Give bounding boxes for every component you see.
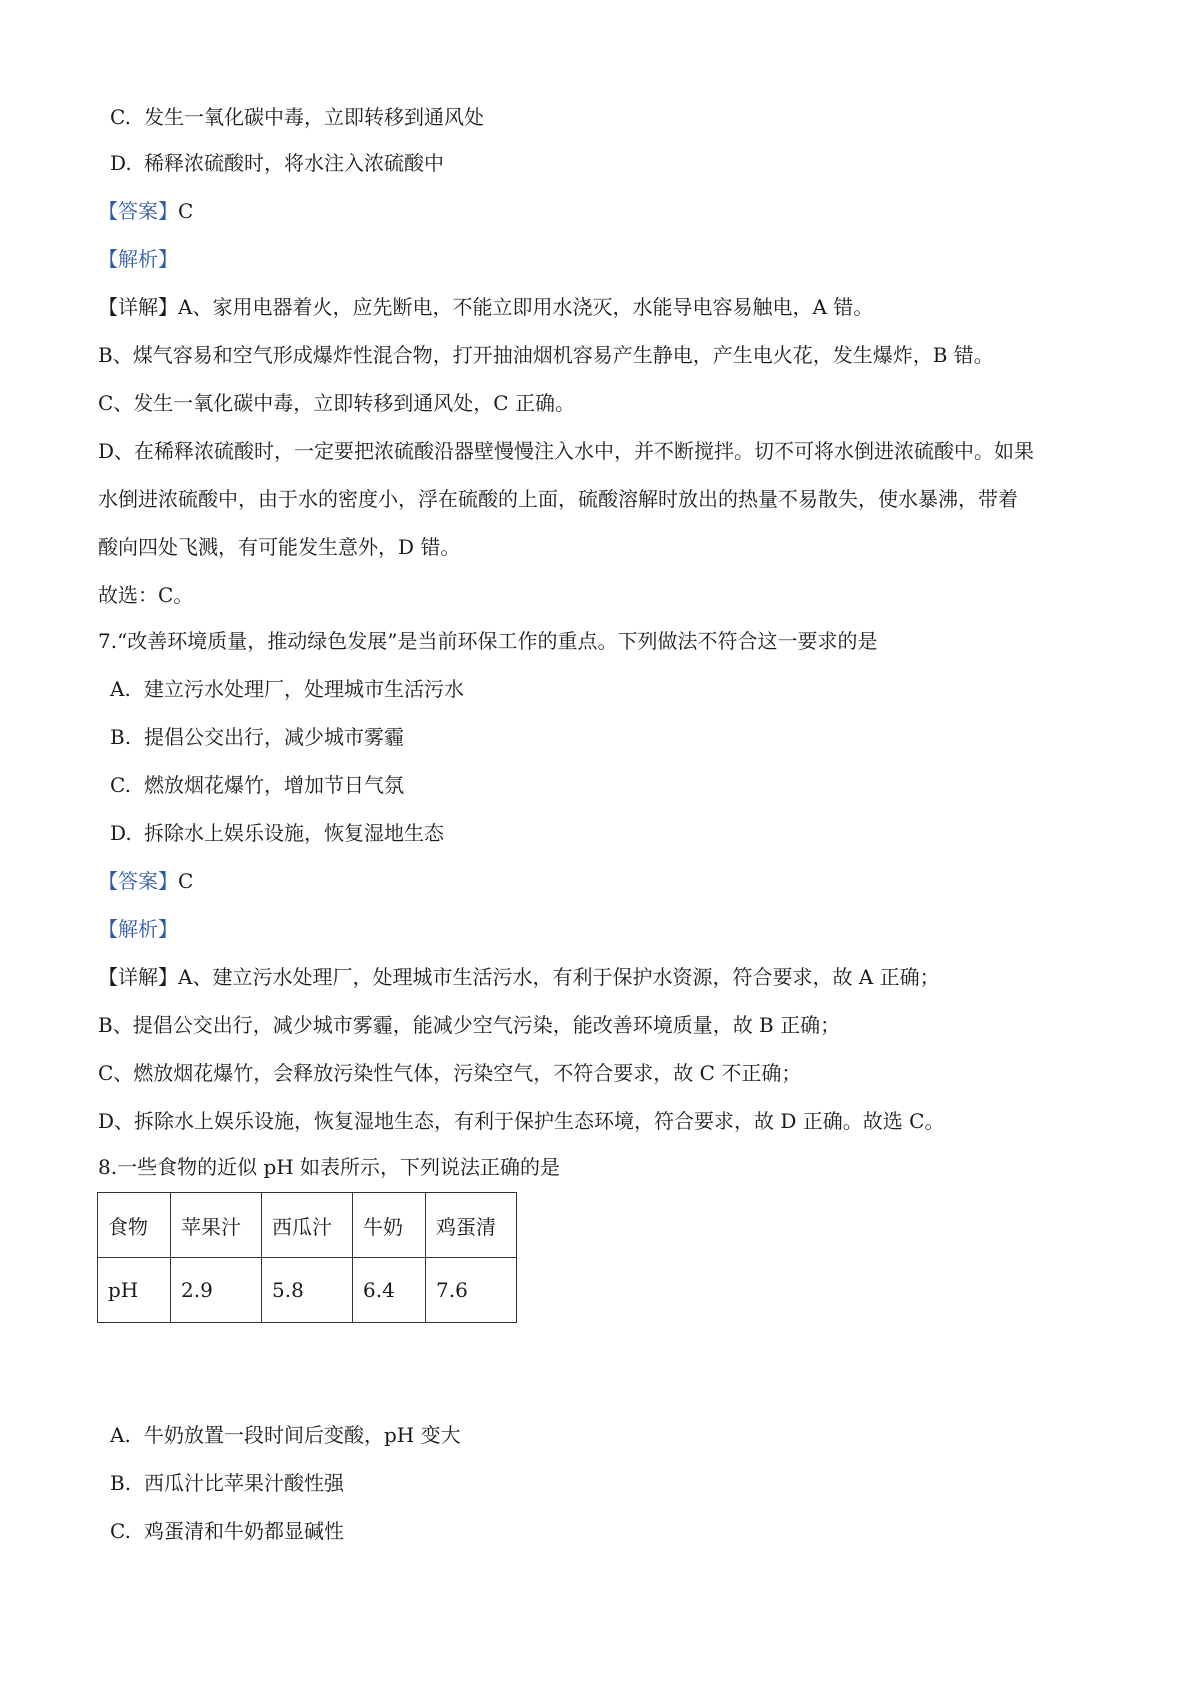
q6-detail-line-3: C、发生一氧化碳中毒，立即转移到通风处，C 正确。 xyxy=(98,391,575,415)
option-label: C. xyxy=(110,773,131,797)
option-label: D. xyxy=(110,151,132,175)
analysis-tag: 【解析】 xyxy=(98,917,178,941)
q6-detail-line-2: B、煤气容易和空气形成爆炸性混合物，打开抽油烟机容易产生静电，产生电火花，发生爆炸，B 错。 xyxy=(98,343,994,367)
q7-option-c xyxy=(110,771,404,799)
q6-answer xyxy=(98,197,193,225)
table-cell: pH xyxy=(98,1258,171,1323)
table-cell: 食物 xyxy=(98,1193,171,1258)
q7-answer xyxy=(98,867,193,895)
option-label: C. xyxy=(110,105,131,129)
answer-tag: 【答案】 xyxy=(98,199,178,223)
q7-analysis-tag xyxy=(98,915,178,943)
q6-analysis-tag xyxy=(98,245,178,273)
option-text: 拆除水上娱乐设施，恢复湿地生态 xyxy=(144,821,444,845)
table-cell: 5.8 xyxy=(262,1258,353,1323)
q6-detail-line-4: D、在稀释浓硫酸时，一定要把浓硫酸沿器壁慢慢注入水中，并不断搅拌。切不可将水倒进浓硫酸中。如果 xyxy=(98,439,1035,463)
option-label: B. xyxy=(110,725,132,749)
table-cell: 鸡蛋清 xyxy=(426,1193,517,1258)
option-text: 提倡公交出行，减少城市雾霾 xyxy=(144,725,404,749)
option-text: 稀释浓硫酸时，将水注入浓硫酸中 xyxy=(144,151,444,175)
q7-option-a xyxy=(110,675,464,703)
q7-detail-line-2: B、提倡公交出行，减少城市雾霾，能减少空气污染，能改善环境质量，故 B 正确； xyxy=(98,1013,841,1037)
q8-question: 8.一些食物的近似 pH 如表所示，下列说法正确的是 xyxy=(98,1155,561,1179)
q7-detail-line-3: C、燃放烟花爆竹，会释放污染性气体，污染空气，不符合要求，故 C 不正确； xyxy=(98,1061,802,1085)
q6-detail-line-6: 酸向四处飞溅，有可能发生意外，D 错。 xyxy=(98,535,461,559)
option-text: 西瓜汁比苹果汁酸性强 xyxy=(144,1471,344,1495)
q6-detail-line-1: 【详解】A、家用电器着火，应先断电，不能立即用水浇灭，水能导电容易触电，A 错。 xyxy=(98,295,874,319)
table-cell: 苹果汁 xyxy=(171,1193,262,1258)
q7-question: 7.“改善环境质量，推动绿色发展”是当前环保工作的重点。下列做法不符合这一要求的是 xyxy=(98,629,878,653)
q8-option-c xyxy=(110,1517,344,1545)
ph-table xyxy=(97,1192,517,1323)
q8-option-b xyxy=(110,1469,344,1497)
option-text: 鸡蛋清和牛奶都显碱性 xyxy=(144,1519,344,1543)
q7-detail-line-4: D、拆除水上娱乐设施，恢复湿地生态，有利于保护生态环境，符合要求，故 D 正确。故选 C。 xyxy=(98,1109,945,1133)
option-label: B. xyxy=(110,1471,132,1495)
analysis-tag: 【解析】 xyxy=(98,247,178,271)
table-cell: 2.9 xyxy=(171,1258,262,1323)
option-text: 发生一氧化碳中毒，立即转移到通风处 xyxy=(144,105,484,129)
option-label: A. xyxy=(110,677,131,701)
option-text: 建立污水处理厂，处理城市生活污水 xyxy=(144,677,464,701)
q7-option-d xyxy=(110,819,444,847)
answer-value: C xyxy=(178,199,194,223)
table-row xyxy=(98,1258,517,1323)
q6-detail-line-5: 水倒进浓硫酸中，由于水的密度小，浮在硫酸的上面，硫酸溶解时放出的热量不易散失，使水暴沸，带着 xyxy=(98,487,1018,511)
table-cell: 6.4 xyxy=(353,1258,426,1323)
q6-option-c xyxy=(110,103,484,131)
q7-option-b xyxy=(110,723,404,751)
q8-option-a xyxy=(110,1421,461,1449)
answer-tag: 【答案】 xyxy=(98,869,178,893)
option-label: D. xyxy=(110,821,132,845)
option-text: 燃放烟花爆竹，增加节日气氛 xyxy=(144,773,404,797)
table-cell: 西瓜汁 xyxy=(262,1193,353,1258)
q7-detail-line-1: 【详解】A、建立污水处理厂，处理城市生活污水，有利于保护水资源，符合要求，故 A 正确； xyxy=(98,965,940,989)
option-label: A. xyxy=(110,1423,131,1447)
table-cell: 7.6 xyxy=(426,1258,517,1323)
table-header-row xyxy=(98,1193,517,1258)
q6-option-d xyxy=(110,149,444,177)
answer-value: C xyxy=(178,869,194,893)
option-label: C. xyxy=(110,1519,131,1543)
q6-conclusion: 故选：C。 xyxy=(98,583,194,607)
table-cell: 牛奶 xyxy=(353,1193,426,1258)
option-text: 牛奶放置一段时间后变酸，pH 变大 xyxy=(144,1423,461,1447)
